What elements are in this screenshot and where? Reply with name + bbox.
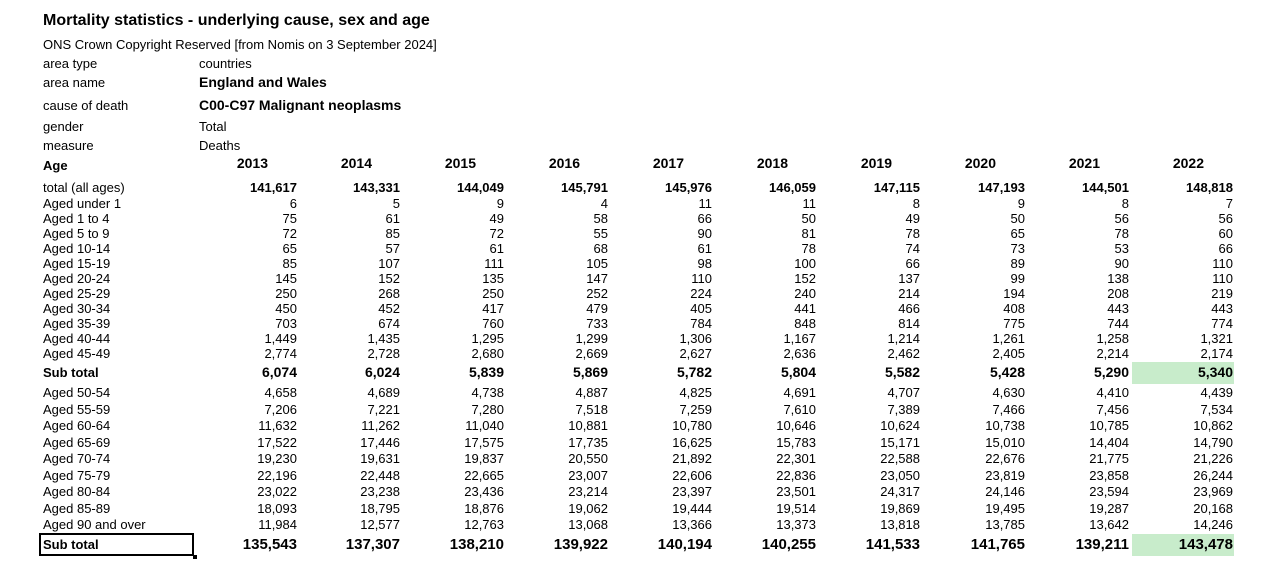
row-label-19: Aged 80-84 (43, 484, 111, 499)
row-label-6: Aged 20-24 (43, 271, 111, 286)
cell-r8-2022: 443 (1211, 301, 1233, 316)
cell-r0-2016: 145,791 (561, 180, 608, 195)
cell-r10-2022: 1,321 (1200, 331, 1233, 346)
cell-r4-2017: 61 (697, 241, 712, 256)
cell-r12-2017: 5,782 (676, 364, 712, 380)
cell-r20-2017: 19,444 (672, 500, 712, 516)
cell-r19-2018: 23,501 (776, 484, 816, 499)
cell-r6-2017: 110 (691, 271, 712, 286)
cell-r1-2013: 6 (289, 196, 297, 211)
cell-r9-2015: 760 (482, 316, 504, 331)
row-label-4: Aged 10-14 (43, 241, 111, 256)
cell-r18-2013: 22,196 (257, 467, 297, 483)
row-label-22: Sub total (43, 537, 99, 552)
cell-r16-2013: 17,522 (257, 434, 297, 450)
cell-r14-2016: 7,518 (575, 401, 608, 417)
cell-r1-2020: 9 (1017, 196, 1025, 211)
cell-r16-2016: 17,735 (568, 434, 608, 450)
cell-r3-2017: 90 (697, 226, 712, 241)
meta-label-cause: cause of death (43, 98, 129, 113)
cell-r5-2016: 105 (586, 256, 608, 271)
cell-r8-2015: 417 (482, 301, 504, 316)
cell-r16-2022: 14,790 (1193, 434, 1233, 450)
cell-r21-2013: 11,984 (258, 517, 297, 532)
cell-r1-2016: 4 (600, 196, 608, 211)
meta-label-area-name: area name (43, 75, 106, 90)
cell-r20-2016: 19,062 (568, 500, 608, 516)
row-label-17: Aged 70-74 (43, 451, 111, 466)
cell-r2-2019: 49 (905, 211, 920, 226)
cell-r8-2017: 405 (690, 301, 712, 316)
cell-r1-2018: 11 (802, 196, 816, 211)
cell-r10-2018: 1,167 (783, 331, 816, 346)
cell-r1-2022: 7 (1225, 196, 1233, 211)
cell-r8-2019: 466 (898, 301, 920, 316)
cell-r15-2020: 10,738 (985, 418, 1025, 433)
cell-r17-2013: 19,230 (257, 451, 297, 466)
cell-r21-2014: 12,577 (360, 517, 400, 532)
cell-r22-2013: 135,543 (242, 536, 297, 553)
cell-r7-2015: 250 (482, 286, 504, 301)
cell-r11-2022: 2,174 (1200, 346, 1233, 361)
cell-r13-2013: 4,658 (264, 385, 297, 400)
cell-r3-2022: 60 (1218, 226, 1233, 241)
cell-r22-2021: 139,211 (1075, 536, 1129, 553)
cell-r13-2019: 4,707 (887, 385, 920, 400)
cell-r13-2021: 4,410 (1096, 385, 1129, 400)
copyright-note: ONS Crown Copyright Reserved [from Nomis on 3 September 2024] (43, 37, 437, 52)
cell-r10-2019: 1,214 (887, 331, 920, 346)
cell-r16-2018: 15,783 (776, 434, 816, 450)
cell-r20-2014: 18,795 (360, 500, 400, 516)
cell-r3-2016: 55 (593, 226, 608, 241)
cell-r20-2022: 20,168 (1193, 500, 1233, 516)
cell-r11-2013: 2,774 (264, 346, 297, 361)
cell-r16-2014: 17,446 (360, 434, 400, 450)
cell-r14-2014: 7,221 (367, 401, 400, 417)
cell-r11-2017: 2,627 (679, 346, 712, 361)
cell-r15-2013: 11,632 (258, 418, 297, 433)
cell-r7-2022: 219 (1211, 286, 1233, 301)
cell-r18-2019: 23,050 (880, 467, 920, 483)
cell-r9-2022: 774 (1211, 316, 1233, 331)
cell-r7-2020: 194 (1003, 286, 1025, 301)
cell-r21-2019: 13,818 (880, 517, 920, 532)
cell-r13-2017: 4,825 (679, 385, 712, 400)
cell-r18-2022: 26,244 (1193, 467, 1233, 483)
cell-r5-2014: 107 (378, 256, 400, 271)
cell-r15-2016: 10,881 (568, 418, 608, 433)
cell-r7-2017: 224 (690, 286, 712, 301)
cell-r8-2016: 479 (586, 301, 608, 316)
cell-r16-2020: 15,010 (985, 434, 1025, 450)
cell-r18-2020: 23,819 (985, 467, 1025, 483)
cell-r14-2019: 7,389 (887, 401, 920, 417)
cell-r18-2014: 22,448 (360, 467, 400, 483)
cell-r2-2014: 61 (385, 211, 400, 226)
cell-r20-2021: 19,287 (1089, 500, 1129, 516)
cell-r7-2013: 250 (275, 286, 297, 301)
cell-r14-2015: 7,280 (471, 401, 504, 417)
meta-label-gender: gender (43, 119, 84, 134)
cell-r20-2015: 18,876 (464, 500, 504, 516)
cell-r9-2019: 814 (898, 316, 920, 331)
cell-r2-2015: 49 (489, 211, 504, 226)
cell-r19-2019: 24,317 (880, 484, 920, 499)
meta-value-measure: Deaths (199, 138, 241, 153)
cell-r21-2018: 13,373 (776, 517, 816, 532)
cell-r16-2019: 15,171 (880, 434, 920, 450)
cell-r12-2014: 6,024 (364, 364, 400, 380)
meta-label-measure: measure (43, 138, 94, 153)
cell-r20-2019: 19,869 (880, 500, 920, 516)
cell-r8-2018: 441 (794, 301, 816, 316)
cell-r5-2018: 100 (794, 256, 816, 271)
row-label-13: Aged 50-54 (43, 385, 111, 400)
cell-r7-2014: 268 (378, 286, 400, 301)
meta-value-gender: Total (199, 119, 227, 134)
cell-r5-2013: 85 (282, 256, 297, 271)
cell-r14-2018: 7,610 (783, 401, 816, 417)
cell-r18-2015: 22,665 (464, 467, 504, 483)
cell-r12-2013: 6,074 (261, 364, 297, 380)
cell-r17-2016: 20,550 (568, 451, 608, 466)
cell-r2-2021: 56 (1114, 211, 1129, 226)
cell-r16-2017: 16,625 (672, 434, 712, 450)
cell-r20-2018: 19,514 (776, 500, 816, 516)
cell-r0-2014: 143,331 (353, 180, 400, 195)
cell-r9-2014: 674 (378, 316, 400, 331)
cell-r8-2021: 443 (1107, 301, 1129, 316)
cell-r1-2017: 11 (698, 196, 712, 211)
cell-r18-2016: 23,007 (568, 467, 608, 483)
cell-r18-2018: 22,836 (776, 467, 816, 483)
cell-r19-2015: 23,436 (464, 484, 504, 499)
cell-r6-2020: 99 (1010, 271, 1025, 286)
year-header-2016: 2016 (548, 155, 580, 171)
cell-r0-2019: 147,115 (873, 180, 920, 195)
cell-r12-2019: 5,582 (884, 364, 920, 380)
cell-r10-2017: 1,306 (679, 331, 712, 346)
cell-r6-2018: 152 (794, 271, 816, 286)
cell-r4-2013: 65 (282, 241, 297, 256)
cell-r0-2020: 147,193 (978, 180, 1025, 195)
cell-r3-2013: 72 (282, 226, 297, 241)
cell-r11-2021: 2,214 (1096, 346, 1129, 361)
cell-r6-2014: 152 (378, 271, 400, 286)
cell-r10-2021: 1,258 (1096, 331, 1129, 346)
cell-r3-2021: 78 (1114, 226, 1129, 241)
cell-r14-2022: 7,534 (1200, 401, 1233, 417)
cell-r2-2016: 58 (593, 211, 608, 226)
cell-r5-2019: 66 (905, 256, 920, 271)
cell-r12-2020: 5,428 (989, 364, 1025, 380)
cell-r15-2018: 10,646 (776, 418, 816, 433)
cell-r6-2019: 137 (898, 271, 920, 286)
cell-r14-2013: 7,206 (264, 401, 297, 417)
row-label-12: Sub total (43, 365, 99, 380)
cell-r4-2022: 66 (1218, 241, 1233, 256)
cell-r19-2016: 23,214 (568, 484, 608, 499)
cell-r6-2015: 135 (482, 271, 504, 286)
row-label-1: Aged under 1 (43, 196, 122, 211)
row-label-10: Aged 40-44 (43, 331, 111, 346)
cell-r12-2022: 5,340 (1197, 364, 1233, 380)
cell-r21-2016: 13,068 (568, 517, 608, 532)
cell-r21-2020: 13,785 (985, 517, 1025, 532)
cell-r21-2021: 13,642 (1089, 517, 1129, 532)
meta-value-area-type: countries (199, 56, 252, 71)
cell-r5-2017: 98 (697, 256, 712, 271)
cell-r1-2019: 8 (912, 196, 920, 211)
cell-r0-2015: 144,049 (457, 180, 504, 195)
cell-r11-2016: 2,669 (575, 346, 608, 361)
cell-r4-2021: 53 (1114, 241, 1129, 256)
cell-r10-2013: 1,449 (264, 331, 297, 346)
cell-r19-2022: 23,969 (1193, 484, 1233, 499)
cell-r10-2020: 1,261 (992, 331, 1025, 346)
cell-r15-2015: 11,040 (465, 418, 504, 433)
cell-r6-2022: 110 (1212, 271, 1233, 286)
cell-r6-2021: 138 (1107, 271, 1129, 286)
cell-r7-2016: 252 (586, 286, 608, 301)
cell-r0-2018: 146,059 (769, 180, 816, 195)
cell-r4-2015: 61 (489, 241, 504, 256)
cell-r4-2016: 68 (593, 241, 608, 256)
meta-label-area-type: area type (43, 56, 98, 71)
cell-r19-2021: 23,594 (1089, 484, 1129, 499)
cell-r4-2018: 78 (801, 241, 816, 256)
row-label-18: Aged 75-79 (43, 467, 111, 483)
cell-r17-2021: 21,775 (1089, 451, 1129, 466)
cell-r1-2015: 9 (496, 196, 504, 211)
cell-r11-2015: 2,680 (471, 346, 504, 361)
cell-r13-2020: 4,630 (992, 385, 1025, 400)
cell-r2-2022: 56 (1218, 211, 1233, 226)
year-header-2013: 2013 (236, 155, 268, 171)
cell-r22-2022: 143,478 (1178, 536, 1233, 553)
cell-r0-2021: 144,501 (1082, 180, 1129, 195)
cell-r9-2021: 744 (1107, 316, 1129, 331)
cell-r9-2020: 775 (1003, 316, 1025, 331)
cell-r8-2014: 452 (378, 301, 400, 316)
cell-r20-2013: 18,093 (257, 500, 297, 516)
cell-r13-2022: 4,439 (1200, 385, 1233, 400)
cell-r21-2015: 12,763 (464, 517, 504, 532)
cell-r18-2017: 22,606 (672, 467, 712, 483)
cell-r11-2014: 2,728 (367, 346, 400, 361)
row-label-2: Aged 1 to 4 (43, 211, 110, 226)
age-header: Age (43, 158, 68, 173)
cell-r13-2016: 4,887 (575, 385, 608, 400)
cell-r13-2014: 4,689 (367, 385, 400, 400)
cell-r12-2021: 5,290 (1093, 364, 1129, 380)
year-header-2015: 2015 (444, 155, 476, 171)
cell-r19-2014: 23,238 (360, 484, 400, 499)
cell-r3-2018: 81 (801, 226, 816, 241)
year-header-2020: 2020 (964, 155, 996, 171)
cell-r3-2015: 72 (489, 226, 504, 241)
cell-r7-2019: 214 (898, 286, 920, 301)
cell-r15-2022: 10,862 (1193, 418, 1233, 433)
row-label-7: Aged 25-29 (43, 286, 111, 301)
cell-r5-2015: 111 (484, 256, 504, 271)
row-label-20: Aged 85-89 (43, 500, 111, 516)
cell-r5-2020: 89 (1010, 256, 1025, 271)
cell-r20-2020: 19,495 (985, 500, 1025, 516)
year-header-2018: 2018 (756, 155, 788, 171)
cell-r10-2016: 1,299 (575, 331, 608, 346)
cell-r0-2022: 148,818 (1186, 180, 1233, 195)
cell-r13-2018: 4,691 (783, 385, 816, 400)
year-header-2021: 2021 (1068, 155, 1100, 171)
cell-r1-2014: 5 (392, 196, 400, 211)
cell-r7-2018: 240 (794, 286, 816, 301)
row-label-16: Aged 65-69 (43, 434, 111, 450)
year-header-2017: 2017 (652, 155, 684, 171)
cell-r22-2019: 141,533 (865, 536, 920, 553)
row-label-0: total (all ages) (43, 180, 125, 195)
cell-r17-2020: 22,676 (985, 451, 1025, 466)
cell-r6-2013: 145 (275, 271, 297, 286)
cell-r8-2020: 408 (1003, 301, 1025, 316)
cell-r14-2021: 7,456 (1096, 401, 1129, 417)
cell-r22-2020: 141,765 (970, 536, 1025, 553)
cell-r19-2020: 24,146 (985, 484, 1025, 499)
cell-r19-2017: 23,397 (672, 484, 712, 499)
cell-r12-2015: 5,839 (468, 364, 504, 380)
cell-r16-2021: 14,404 (1089, 434, 1129, 450)
cell-r12-2016: 5,869 (572, 364, 608, 380)
cell-r17-2018: 22,301 (776, 451, 816, 466)
cell-r7-2021: 208 (1107, 286, 1129, 301)
cell-r10-2015: 1,295 (471, 331, 504, 346)
row-label-15: Aged 60-64 (43, 418, 111, 433)
cell-r4-2019: 74 (905, 241, 920, 256)
cell-r17-2022: 21,226 (1193, 451, 1233, 466)
cell-r6-2016: 147 (586, 271, 608, 286)
cell-r9-2017: 784 (690, 316, 712, 331)
meta-value-cause: C00-C97 Malignant neoplasms (199, 97, 402, 113)
cell-r4-2020: 73 (1010, 241, 1025, 256)
cell-r15-2017: 10,780 (672, 418, 712, 433)
cell-r15-2014: 11,262 (361, 418, 400, 433)
cell-r9-2013: 703 (275, 316, 297, 331)
cell-r3-2019: 78 (905, 226, 920, 241)
cell-r5-2021: 90 (1114, 256, 1129, 271)
meta-value-area-name: England and Wales (199, 74, 327, 90)
cell-r19-2013: 23,022 (257, 484, 297, 499)
row-label-3: Aged 5 to 9 (43, 226, 110, 241)
sheet-title: Mortality statistics - underlying cause, sex and age (43, 12, 430, 29)
cell-r11-2019: 2,462 (887, 346, 920, 361)
cell-r17-2019: 22,588 (880, 451, 920, 466)
row-label-14: Aged 55-59 (43, 401, 111, 417)
cell-r5-2022: 110 (1212, 256, 1233, 271)
cell-r3-2014: 85 (385, 226, 400, 241)
cell-r17-2017: 21,892 (672, 451, 712, 466)
cell-r9-2016: 733 (586, 316, 608, 331)
row-label-9: Aged 35-39 (43, 316, 111, 331)
cell-r2-2018: 50 (801, 211, 816, 226)
row-label-5: Aged 15-19 (43, 256, 111, 271)
cell-r14-2017: 7,259 (679, 401, 712, 417)
cell-r21-2022: 14,246 (1193, 517, 1233, 532)
year-header-2019: 2019 (860, 155, 892, 171)
cell-r4-2014: 57 (385, 241, 400, 256)
cell-r2-2013: 75 (282, 211, 297, 226)
cell-r16-2015: 17,575 (464, 434, 504, 450)
cell-r22-2016: 139,922 (553, 536, 608, 553)
cell-r12-2018: 5,804 (780, 364, 816, 380)
cell-r10-2014: 1,435 (367, 331, 400, 346)
cell-r8-2013: 450 (275, 301, 297, 316)
row-label-21: Aged 90 and over (43, 517, 146, 532)
cell-r13-2015: 4,738 (471, 385, 504, 400)
cell-r18-2021: 23,858 (1089, 467, 1129, 483)
cell-r22-2017: 140,194 (657, 536, 712, 553)
cell-r0-2017: 145,976 (665, 180, 712, 195)
cell-r17-2015: 19,837 (464, 451, 504, 466)
cell-r21-2017: 13,366 (672, 517, 712, 532)
row-label-8: Aged 30-34 (43, 301, 111, 316)
year-header-2022: 2022 (1172, 155, 1204, 171)
cell-r11-2018: 2,636 (783, 346, 816, 361)
cell-r15-2021: 10,785 (1089, 418, 1129, 433)
cell-r22-2015: 138,210 (449, 536, 504, 553)
cell-r14-2020: 7,466 (992, 401, 1025, 417)
cell-r17-2014: 19,631 (360, 451, 400, 466)
cell-r9-2018: 848 (794, 316, 816, 331)
cell-r22-2018: 140,255 (761, 536, 816, 553)
cell-r2-2020: 50 (1010, 211, 1025, 226)
cell-r0-2013: 141,617 (250, 180, 297, 195)
cell-r22-2014: 137,307 (345, 536, 400, 553)
cell-r3-2020: 65 (1010, 226, 1025, 241)
row-label-11: Aged 45-49 (43, 346, 111, 361)
year-header-2014: 2014 (340, 155, 372, 171)
cell-r1-2021: 8 (1121, 196, 1129, 211)
cell-r15-2019: 10,624 (880, 418, 920, 433)
cell-r11-2020: 2,405 (992, 346, 1025, 361)
cell-r2-2017: 66 (697, 211, 712, 226)
